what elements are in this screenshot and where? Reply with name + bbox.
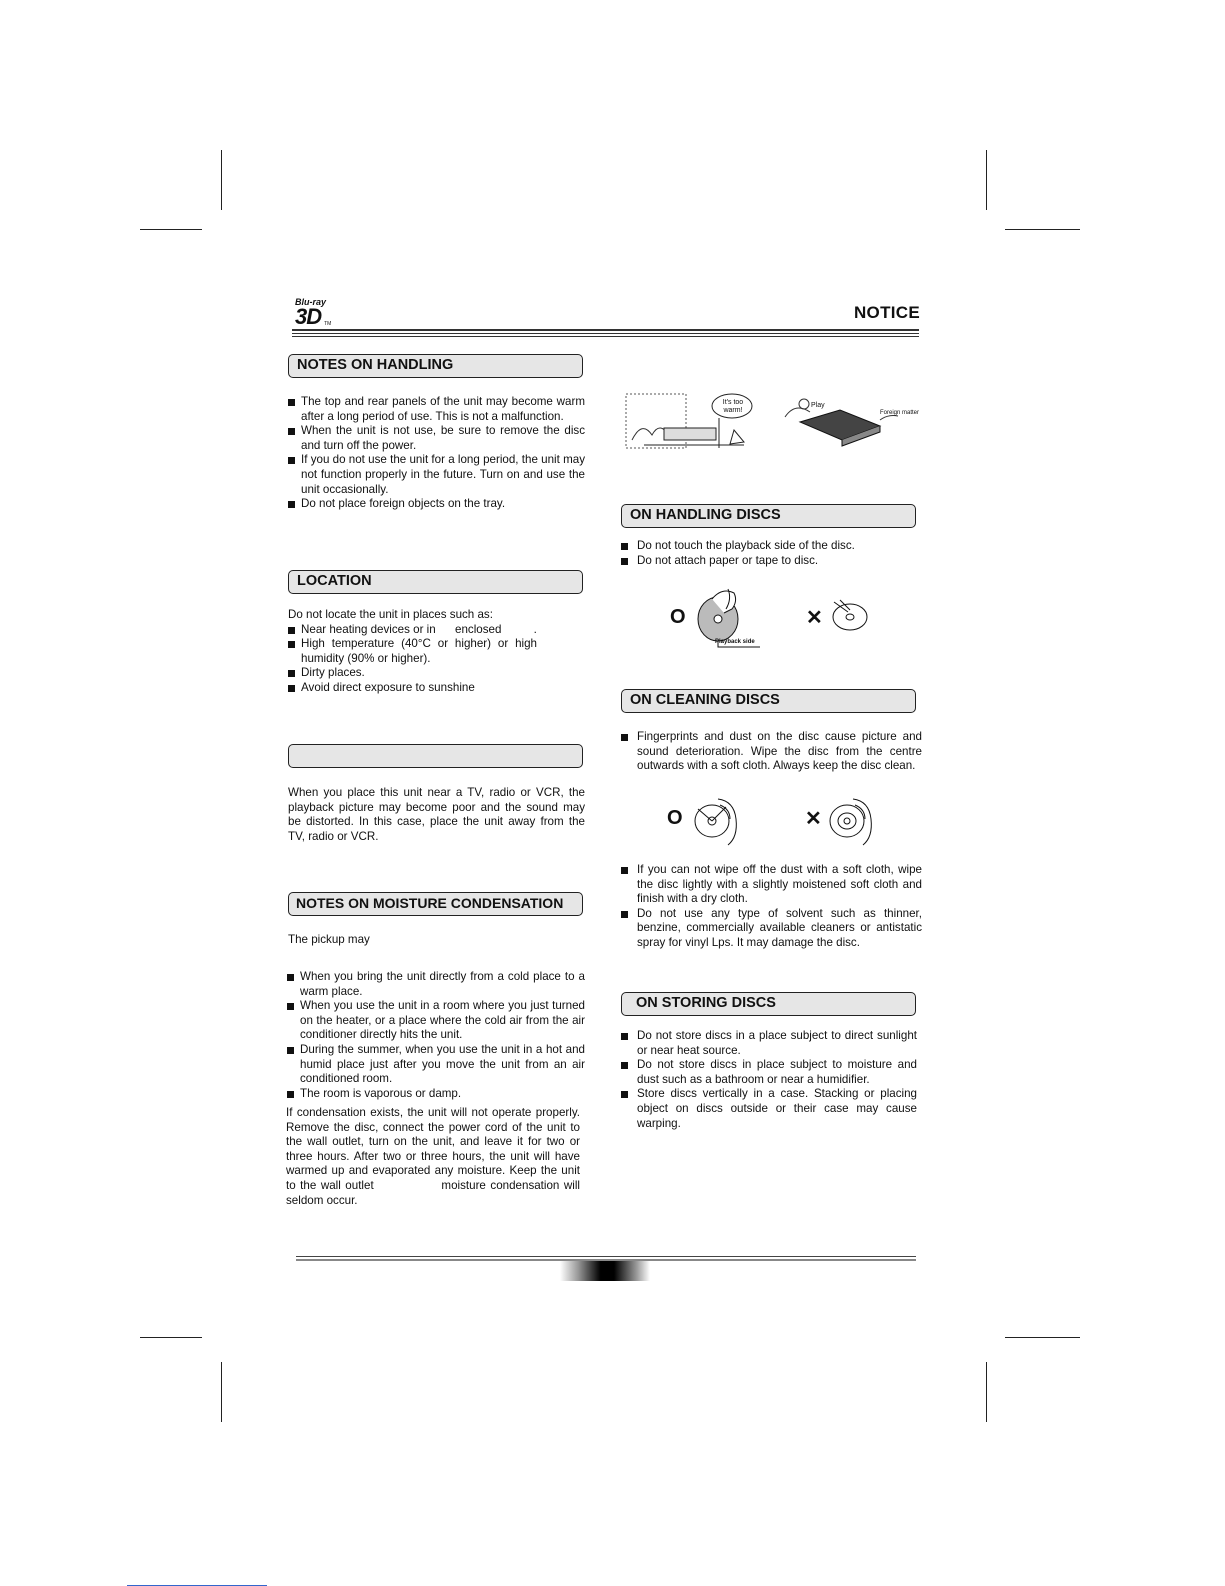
- bullet-icon: [621, 1062, 628, 1069]
- page-number-tab: [560, 1261, 650, 1281]
- bullet-icon: [288, 627, 295, 634]
- page-title: NOTICE: [853, 303, 920, 322]
- cleaning-list-1: [621, 730, 922, 774]
- foreign-object-illustration: [780, 392, 915, 450]
- bullet-icon: [621, 867, 628, 874]
- crop-mark: [986, 150, 987, 210]
- paragraph: The pickup may: [288, 933, 370, 946]
- logo-tm-text: TM: [324, 321, 332, 327]
- list-item-text: Store discs vertically in a case. Stacking or placing object on discs outside or their case may cause warping.: [637, 1087, 917, 1130]
- paragraph: If condensation exists, the unit will not operate properly. Remove the disc, connect the power cord of the unit to the wall outlet, turn on the unit, and leave it for two or three hours. After two or three hours, the unit will have warmed up and evaporated any moisture. Keep the unit to the wall outlet moisture condensation will seldom occur.: [286, 1106, 622, 1207]
- list-item-text: Do not store discs in place subject to moisture and dust such as a bathroom or near a humidifier.: [637, 1058, 917, 1086]
- location-block: [288, 608, 585, 696]
- bullet-icon: [288, 501, 295, 508]
- header-rule: [292, 336, 919, 337]
- list-item-text: The top and rear panels of the unit may become warm after a long period of use. This is not a malfunction.: [301, 395, 585, 423]
- crop-mark: [140, 229, 202, 230]
- bullet-icon: [288, 399, 295, 406]
- list-item-text: Fingerprints and dust on the disc cause picture and sound deterioration. Wipe the disc from the centre outwards with a soft cloth. Always keep the disc clean.: [637, 730, 922, 773]
- location-intro: Do not locate the unit in places such as:: [288, 608, 493, 621]
- section-heading-handling-discs: ON HANDLING DISCS: [621, 504, 916, 528]
- list-item-text: If you do not use the unit for a long period, the unit may not function properly in the future. Turn on and use the unit occasionally.: [301, 453, 585, 496]
- list-item: [288, 623, 585, 638]
- crop-mark: [221, 150, 222, 210]
- footer-rule: [296, 1256, 916, 1257]
- list-item-text: Do not touch the playback side of the disc.: [637, 539, 855, 552]
- disc-with-tape-icon: [826, 598, 871, 634]
- list-item: [288, 497, 585, 512]
- list-item: [621, 1058, 917, 1087]
- list-item: [621, 730, 922, 774]
- bullet-icon: [288, 641, 295, 648]
- bullet-icon: [621, 558, 628, 565]
- moisture-list: [287, 970, 585, 1101]
- section-heading-cleaning-discs: ON CLEANING DISCS: [621, 689, 916, 713]
- list-item: [621, 554, 921, 569]
- bullet-icon: [287, 1003, 294, 1010]
- logo-main-text: 3D: [295, 304, 322, 329]
- bullet-icon: [621, 1091, 628, 1098]
- play-label: Play: [811, 402, 825, 409]
- bluray-3d-logo: [295, 298, 355, 328]
- list-item-text: Do not use any type of solvent such as thinner, benzine, commercially available cleaners or antistatic spray for vinyl Lps. It may damage the disc.: [637, 906, 922, 949]
- correct-mark-icon: O: [670, 606, 686, 628]
- crop-mark: [140, 1337, 202, 1338]
- list-item: [288, 424, 585, 453]
- list-item-text: When you bring the unit directly from a cold place to a warm place.: [300, 970, 585, 998]
- list-item: [287, 1043, 585, 1087]
- storing-list: [621, 1029, 917, 1131]
- bullet-icon: [621, 734, 628, 741]
- list-item-text: Do not attach paper or tape to disc.: [637, 553, 819, 567]
- list-item: [621, 907, 922, 951]
- section-heading-storing-discs: ON STORING DISCS: [621, 992, 916, 1016]
- logo-top-text: Blu-ray: [295, 297, 327, 307]
- list-item: [288, 453, 585, 497]
- list-item-text: Near heating devices or in enclosed .: [301, 622, 537, 636]
- list-item-text: During the summer, when you use the unit in a hot and humid place just after you move the unit from an air conditioned room.: [300, 1042, 585, 1086]
- wipe-circular-icon: [825, 793, 875, 848]
- list-item: [288, 637, 585, 666]
- bullet-icon: [287, 1047, 294, 1054]
- handling-list: [288, 395, 585, 512]
- handling-discs-list: [621, 539, 921, 568]
- list-item-text: Dirty places.: [301, 666, 365, 680]
- list-item: [288, 666, 585, 681]
- bullet-icon: [287, 974, 294, 981]
- header-rule: [292, 329, 919, 331]
- list-item-text: High temperature (40°C or higher) or high humidity (90% or higher).: [301, 637, 537, 665]
- crop-mark: [986, 1362, 987, 1422]
- list-item: [287, 970, 585, 999]
- section-heading-interference: [288, 744, 583, 768]
- list-item: [288, 395, 585, 424]
- moisture-intro: [288, 933, 585, 948]
- bullet-icon: [288, 685, 295, 692]
- list-item-text: When you use the unit in a room where you just turned on the heater, or a place where the cold air from the air conditioner directly hits the unit.: [300, 999, 585, 1042]
- wrong-mark-icon: ✕: [805, 808, 822, 830]
- list-item-text: Do not place foreign objects on the tray.: [301, 497, 506, 511]
- interference-text: [288, 786, 585, 844]
- crop-mark: [221, 1362, 222, 1422]
- crop-mark: [1005, 1337, 1080, 1338]
- wrong-mark-icon: ✕: [806, 607, 823, 629]
- list-item: [287, 1087, 585, 1102]
- list-item: [621, 539, 921, 554]
- list-item: [287, 999, 585, 1043]
- speech-bubble-text: It's too warm!: [722, 399, 744, 414]
- crop-mark: [1005, 229, 1080, 230]
- list-item: [621, 863, 922, 907]
- list-item: [621, 1029, 917, 1058]
- section-heading-handling: NOTES ON HANDLING: [288, 354, 583, 378]
- section-heading-location: LOCATION: [288, 570, 583, 594]
- list-item-text: Do not store discs in a place subject to direct sunlight or near heat source.: [637, 1029, 917, 1057]
- wipe-radially-icon: [690, 793, 740, 848]
- bullet-icon: [621, 911, 628, 918]
- cleaning-list-2: [621, 863, 922, 951]
- bullet-icon: [621, 1033, 628, 1040]
- list-item: [621, 1087, 917, 1131]
- bullet-icon: [621, 543, 628, 550]
- bullet-icon: [287, 1091, 294, 1098]
- moisture-outro: [286, 1106, 622, 1208]
- list-item-text: If you can not wipe off the dust with a soft cloth, wipe the disc lightly with a slightly moistened soft cloth and finish with a dry cloth.: [637, 863, 922, 906]
- list-item-text: Avoid direct exposure to sunshine: [301, 680, 475, 694]
- header-rule: [292, 333, 919, 334]
- section-heading-moisture: NOTES ON MOISTURE CONDENSATION: [288, 892, 583, 916]
- bullet-icon: [288, 670, 295, 677]
- bullet-icon: [288, 428, 295, 435]
- foreign-matter-label: Foreign matter: [880, 410, 920, 416]
- list-item: [288, 681, 585, 696]
- list-item-text: When the unit is not use, be sure to remove the disc and turn off the power.: [301, 424, 585, 452]
- paragraph: When you place this unit near a TV, radio or VCR, the playback picture may become poor and the sound may be distorted. In this case, place the unit away from the TV, radio or VCR.: [288, 786, 585, 843]
- playback-side-label: Playback side: [715, 639, 755, 645]
- correct-mark-icon: O: [667, 807, 683, 829]
- list-item-text: The room is vaporous or damp.: [300, 1086, 462, 1100]
- bullet-icon: [288, 457, 295, 464]
